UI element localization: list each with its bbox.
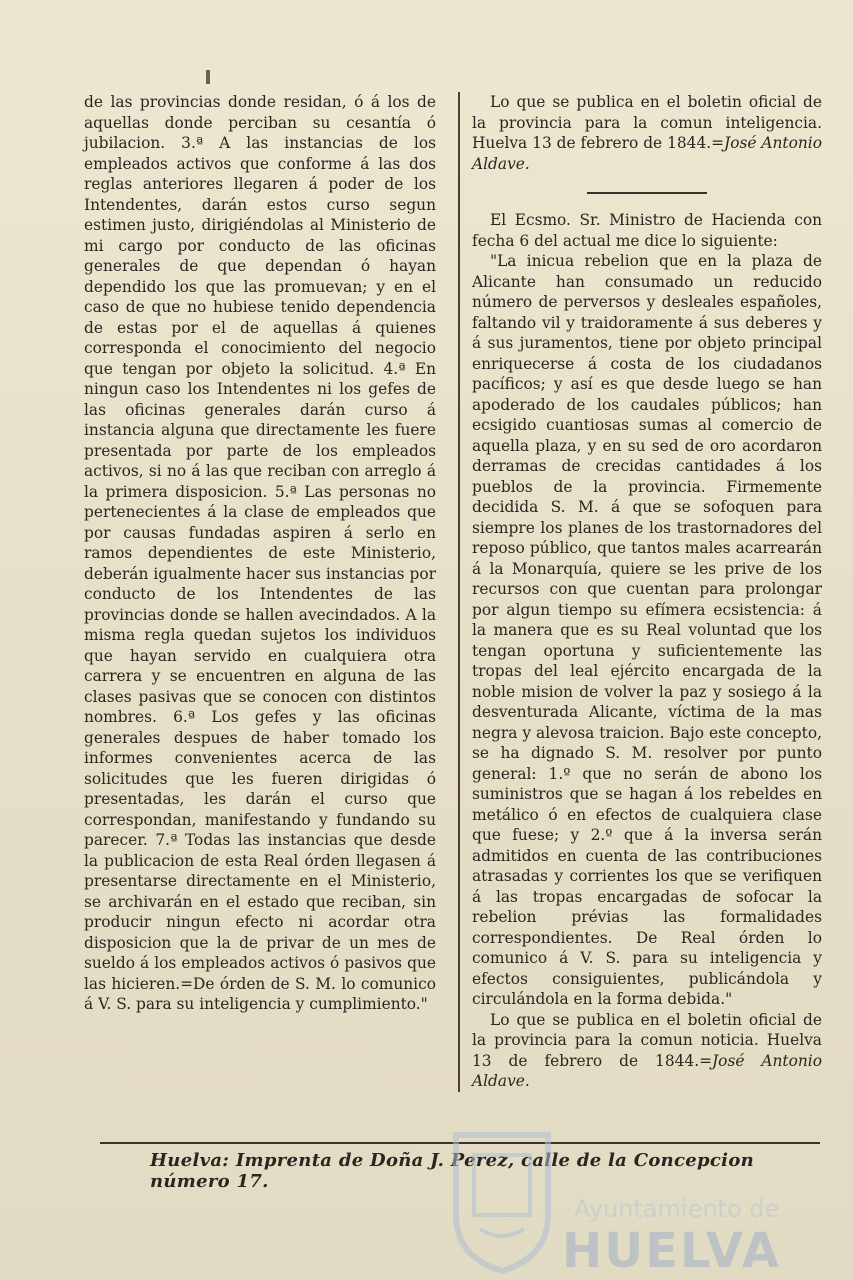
column-divider	[458, 92, 460, 1092]
notice-top-text: Lo que se publica en el boletin oficial de la provincia para la comun inteligencia. Huelva 13 de febrero de 1844.=	[472, 93, 822, 152]
notice-bottom	[472, 1010, 822, 1092]
watermark-line2: HUELVA	[562, 1223, 781, 1279]
notice-bottom-text: Lo que se publica en el boletin oficial de la provincia para la comun noticia. Huelva 13 de febrero de 1844.=	[472, 1010, 822, 1070]
left-column-text: de las provincias donde residan, ó á los de aquellas donde perciban su cesantía ó jubilacion. 3.ª A las instancias de los empleados activos que conforme á las dos reglas anteriores llegaren á poder de los Intendentes, darán estos curso segun estimen justo, dirigiéndolas al Ministerio de mi cargo por conducto de las oficinas generales de que dependan ó hayan dependido los que las promuevan; y en el caso de que no hubiese tenido dependencia de estas por el de aquellas á quienes corresponda el conocimiento del negocio que tengan por objeto la solicitud. 4.ª En ningun caso los Intendentes ni los gefes de las oficinas generales darán curso á instancia alguna que directamente les fuere presentada por parte de los empleados activos, si no á las que reciban con arreglo á la primera disposicion. 5.ª Las personas no pertenecientes á la clase de empleados que por causas fundadas aspiren á serlo en ramos dependientes de este Ministerio, deberán igualmente hacer sus instancias por conducto de los Intendentes de las provincias donde se hallen avecindados. A la misma regla quedan sujetos los individuos que hayan servido en cualquiera otra carrera y se encuentren en alguna de las clases pasivas que se conocen con distintos nombres. 6.ª Los gefes y las oficinas generales despues de haber tomado los informes convenientes acerca de las solicitudes que les fueren dirigidas ó presentadas, les darán el curso que correspondan, manifestando y fundando su parecer. 7.ª Todas las instancias que desde la publicacion de esta Real órden llegasen á presentarse directamente en el Ministerio, se archivarán en el estado que reciban, sin producir ningun efecto ni acordar otra disposicion que la de privar de un mes de sueldo á los empleados activos ó pasivos que las hicieren.=De órden de S. M. lo comunico á V. S. para su inteligencia y cumplimiento."	[84, 93, 436, 1013]
notice-top-signature: José Antonio Aldave.	[472, 134, 822, 173]
notice-top	[472, 92, 822, 174]
archive-watermark	[450, 1105, 830, 1280]
notice-bottom-signature: José Antonio Aldave.	[472, 1051, 822, 1090]
printer-imprint: Huelva: Imprenta de Doña J. Perez, calle de la Concepcion número 17.	[150, 1150, 755, 1192]
ink-mark	[206, 70, 210, 84]
coat-of-arms-icon	[450, 1125, 554, 1275]
decree-intro: El Ecsmo. Sr. Ministro de Hacienda con fecha 6 del actual me dice lo siguiente:	[472, 211, 822, 250]
left-column	[84, 92, 436, 1015]
right-column	[472, 92, 822, 1092]
decree-body: "La inicua rebelion que en la plaza de Alicante han consumado un reducido número de perversos y desleales españoles, faltando vil y traidoramente á sus deberes y á sus juramentos, tiene por objeto principal enriquecerse á costa de los ciudadanos pacíficos; y así es que desde luego se han apoderado de los caudales públicos; han ecsigido cuantiosas sumas al comercio de aquella plaza, y en su sed de oro acordaron derramas de crecidas cantidades á los pueblos de la provincia. Firmemente decidida S. M. á que se sofoquen para siempre los planes de los trastornadores del reposo público, que tantos males acarrearán á la Monarquía, quiere se les prive de los recursos con que cuentan para prolongar por algun tiempo su efímera ecsistencia: á la manera que es su Real voluntad que los tengan oportuna y suficientemente las tropas del leal ejército encargada de la noble mision de volver la paz y sosiego á la desventurada Alicante, víctima de la mas negra y alevosa traicion. Bajo este concepto, se ha dignado S. M. resolver por punto general: 1.º que no serán de abono los suministros que se hagan á los rebeldes en metálico ó en efectos de cualquiera clase que fuese; y 2.º que á la inversa serán admitidos en cuenta de las contribuciones atrasadas y corrientes los que se verifiquen á las tropas encargadas de sofocar la rebelion prévias las formalidades correspondientes. De Real órden lo comunico á V. S. para su inteligencia y efectos consiguientes, publicándola y circulándola en la forma debida."	[472, 252, 822, 1008]
watermark-line1: Ayuntamiento de	[574, 1195, 780, 1223]
section-rule	[587, 192, 707, 194]
